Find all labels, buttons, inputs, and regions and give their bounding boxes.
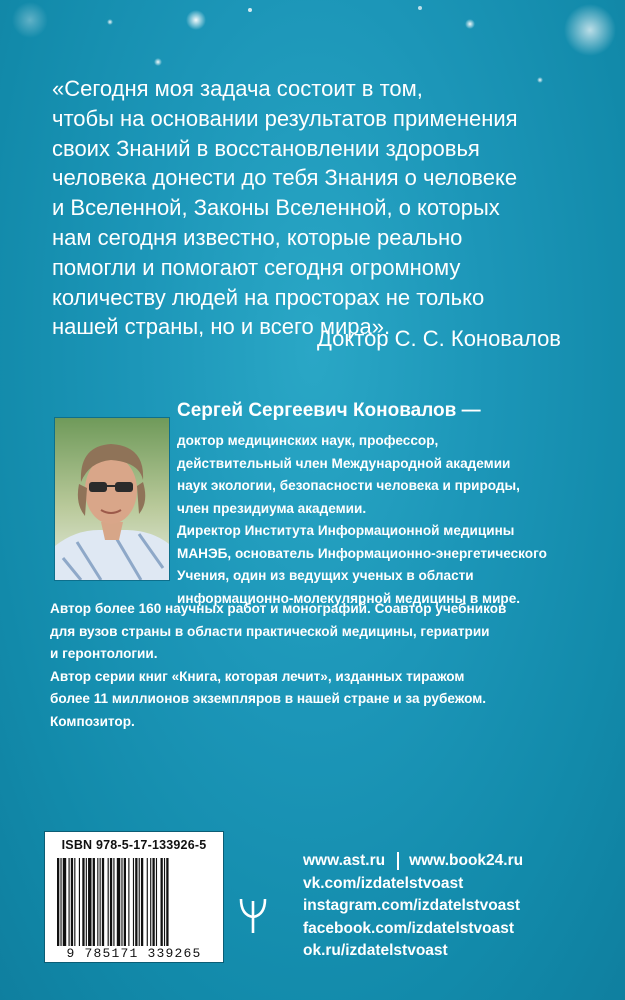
barcode-bar (166, 858, 168, 946)
bio-line: Композитор. (50, 713, 135, 729)
quote-line: нам сегодня известно, которые реально (52, 224, 463, 250)
barcode-bar (133, 858, 134, 946)
publisher-links (303, 850, 523, 963)
author-photo (54, 417, 170, 581)
barcode-bar (102, 858, 104, 946)
quote-line: нашей страны, но и всего мира». (52, 314, 391, 340)
barcode-bar (86, 858, 87, 946)
barcode-bar (82, 858, 84, 946)
isbn-label: ISBN 978-5-17-133926-5 (61, 838, 207, 852)
bio-line: член президиума академии. (177, 500, 367, 516)
ean-number: 9 785171 339265 (66, 946, 202, 961)
link-book24[interactable]: www.book24.ru (409, 852, 524, 869)
barcode-bar (141, 858, 143, 946)
bio-line: информационно-молекулярной медицины в мире. (177, 590, 521, 606)
link-vk[interactable]: vk.com/izdatelstvoast (303, 874, 464, 892)
barcode-bar (147, 858, 148, 946)
barcode-bar (121, 858, 122, 946)
author-portrait-illustration (55, 418, 169, 580)
barcode-bar (79, 858, 80, 946)
link-ast[interactable]: www.ast.ru (303, 852, 386, 869)
barcode-bar (152, 858, 154, 946)
bio-line: и геронтологии. (50, 646, 158, 661)
quote-line: чтобы на основании результатов применения (52, 105, 518, 131)
quote-line: своих Знаний в восстановлении здоровья (52, 135, 480, 161)
barcode-bar (108, 858, 109, 946)
barcode-bar (117, 858, 120, 946)
barcode-bar (69, 858, 70, 946)
isbn-barcode-panel (44, 831, 224, 963)
barcode-bar (71, 858, 73, 946)
barcode-bar (100, 858, 101, 946)
barcode-bar (113, 858, 114, 946)
barcode-bar (139, 858, 140, 946)
bio-line: МАНЭБ, основатель Информационно-энергетического (177, 545, 547, 561)
quote-line: количеству людей на просторах не только (52, 284, 485, 310)
quote-line: помогли и помогают сегодня огромному (52, 254, 461, 280)
barcode-bar (124, 858, 126, 946)
publisher-logo-icon (237, 895, 269, 935)
author-bio-credentials (177, 430, 547, 610)
bio-line: наук экологии, безопасности человека и природы, (177, 478, 520, 493)
barcode-bar (128, 858, 129, 946)
barcode-bar (135, 858, 137, 946)
barcode-bar (164, 858, 165, 946)
barcode-bar (156, 858, 157, 946)
quote-line: человека донести до тебя Знания о человеке (52, 165, 518, 191)
author-bio-works (50, 598, 506, 733)
link-ok[interactable]: ok.ru/izdatelstvoast (303, 942, 448, 960)
barcode-bar (63, 858, 66, 946)
links-row-sites (303, 850, 523, 873)
bio-line: Директор Института Информационной медицины (177, 523, 515, 538)
link-instagram[interactable]: instagram.com/izdatelstvoast (303, 897, 521, 915)
bio-line: доктор медицинских наук, профессор, (177, 433, 439, 448)
barcode-bar (60, 858, 61, 946)
bio-line: для вузов страны в области практической медицины, гериатрии (50, 623, 490, 639)
barcode-graphic (55, 858, 215, 946)
author-quote (52, 74, 592, 342)
author-name: Сергей Сергеевич Коновалов — (177, 400, 481, 421)
barcode-bar (97, 858, 98, 946)
quote-author: Доктор С. С. Коновалов (316, 326, 561, 351)
links-divider (397, 852, 399, 870)
barcode-bar (74, 858, 75, 946)
bio-line: Учения, один из ведущих ученых в области (177, 568, 474, 583)
link-facebook[interactable]: facebook.com/izdatelstvoast (303, 919, 515, 937)
barcode-bar (93, 858, 95, 946)
quote-line: «Сегодня моя задача состоит в том, (52, 76, 423, 101)
barcode-bar (57, 858, 59, 946)
barcode-bar (161, 858, 163, 946)
bio-line: Автор серии книг «Книга, которая лечит», изданных тиражом (50, 668, 465, 684)
barcode-bar (88, 858, 91, 946)
bio-line: более 11 миллионов экземпляров в нашей стране и за рубежом. (50, 691, 487, 706)
bio-line: Автор более 160 научных работ и монографий. Соавтор учебников (50, 601, 507, 616)
barcode-bar (150, 858, 151, 946)
quote-line: и Вселенной, Законы Вселенной, о которых (52, 195, 500, 221)
barcode-bar (110, 858, 112, 946)
bio-line: действительный член Международной академии (177, 455, 511, 471)
